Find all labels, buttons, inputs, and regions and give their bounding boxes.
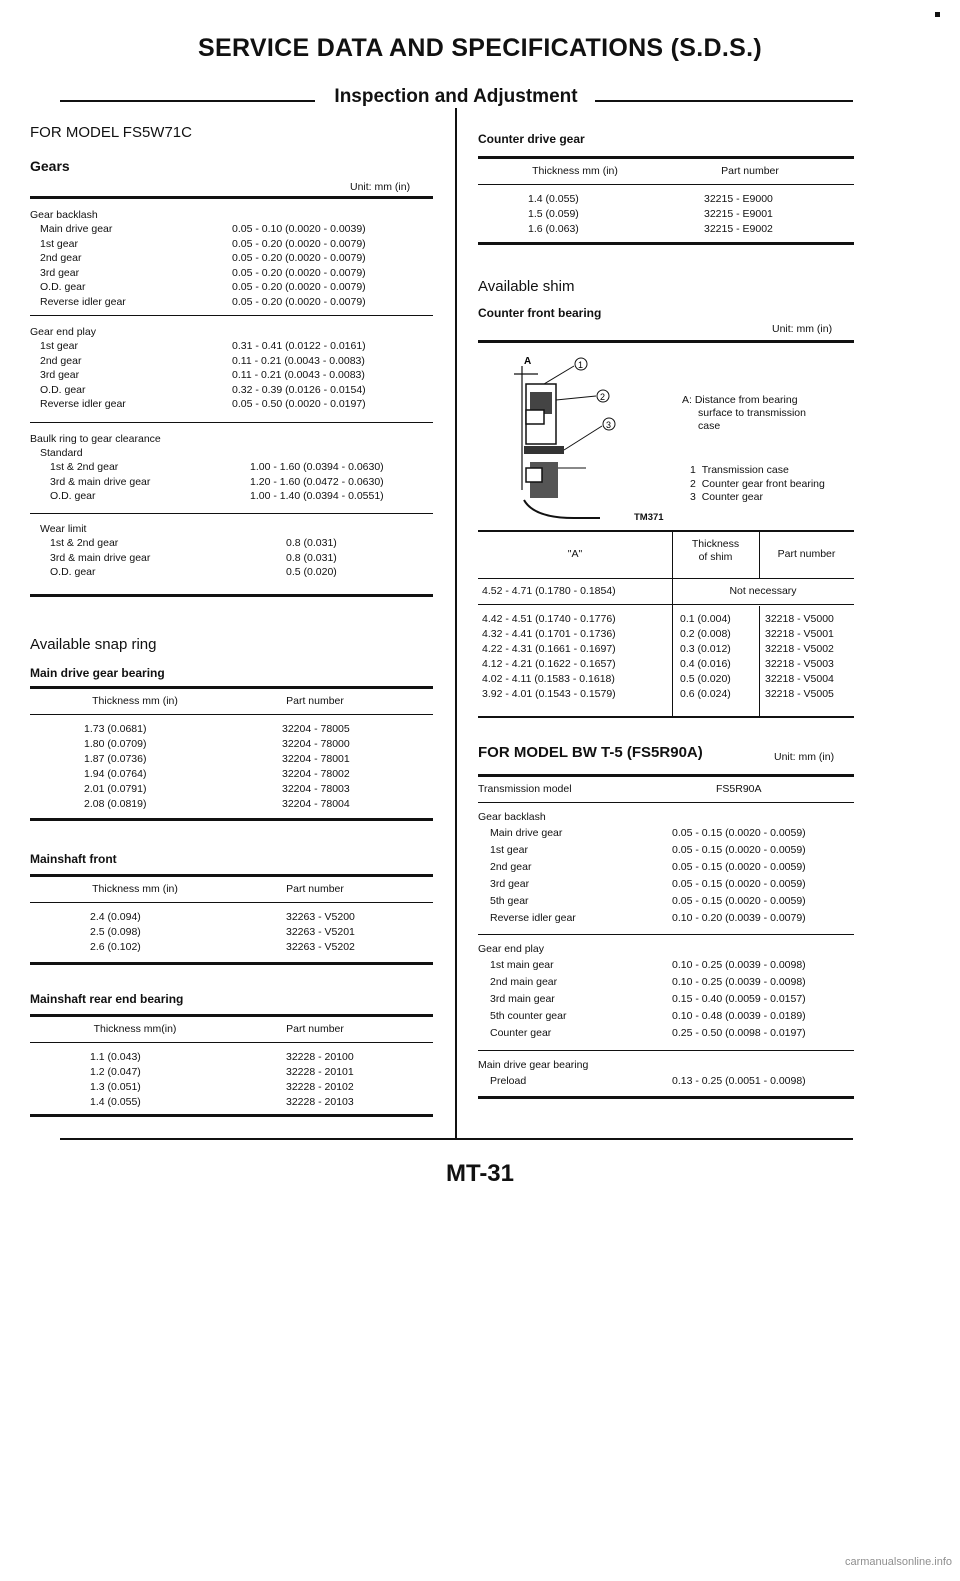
rule [30,1042,433,1043]
endplay-name: Counter gear [490,1027,552,1039]
table-cell: 32204 - 78001 [282,753,350,765]
rule [478,340,854,343]
note-line: surface to transmission [698,407,806,419]
col-thickness-line: of shim [698,551,733,563]
corner-mark [935,12,940,17]
rule [478,802,854,803]
backlash-value: 0.05 - 0.15 (0.0020 - 0.0059) [672,844,806,856]
table-cell: 32215 - E9002 [704,223,773,235]
col-part-number: Part number [721,165,779,177]
section-subtitle: Inspection and Adjustment [334,86,578,107]
table-cell: 32218 - V5005 [765,688,834,700]
table-cell: 0.1 (0.004) [680,613,731,625]
backlash-label: Gear backlash [30,209,98,221]
counter-gear-race-shape [526,468,542,482]
wear-names [50,536,150,580]
table-cell: 2.5 (0.098) [90,926,141,938]
table-cell: 32204 - 78003 [282,783,350,795]
wear-name: 1st & 2nd gear [50,537,119,549]
table-cell: 4.22 - 4.31 (0.1661 - 0.1697) [482,643,616,655]
available-shim-heading: Available shim [478,278,575,295]
table-cell: 32228 - 20101 [286,1066,354,1078]
rule [478,242,854,245]
table-cell: 32228 - 20103 [286,1096,354,1108]
table-vline [759,606,760,716]
endplay-name: 1st main gear [490,959,554,971]
backlash-name: 3rd gear [40,266,80,279]
table-cell: 1.87 (0.0736) [84,753,147,765]
page-number: MT-31 [445,1160,514,1187]
table-cell: 4.42 - 4.51 (0.1740 - 0.1776) [482,613,616,625]
baulk-label: Baulk ring to gear clearance [30,433,161,445]
watermark: carmanualsonline.info [844,1556,952,1568]
figure-code: TM371 [634,512,664,523]
backlash-name: 1st gear [490,844,528,856]
main-drive-thickness-col [84,722,146,812]
callout-leader [564,426,602,450]
bwt5-bearing-name: Preload [490,1075,527,1087]
bearing-race-shape [526,410,544,424]
backlash-values [232,222,366,310]
backlash-value: 0.05 - 0.15 (0.0020 - 0.0059) [672,895,806,907]
subtitle-rule-right [595,100,853,102]
section-subtitle-bar [60,86,853,110]
table-cell: 32204 - 78005 [282,723,350,735]
bwt5-bearing-value: 0.13 - 0.25 (0.0051 - 0.0098) [672,1075,806,1087]
shim-a-col [482,612,616,702]
endplay-value: 0.10 - 0.48 (0.0039 - 0.0189) [672,1010,806,1022]
rule [30,1114,433,1117]
table-cell: 4.12 - 4.21 (0.1622 - 0.1657) [482,658,616,670]
backlash-name: Main drive gear [40,223,113,235]
gears-bottom-rule [30,594,433,597]
backlash-name: 2nd gear [490,861,532,873]
backlash-value: 0.05 - 0.10 (0.0020 - 0.0039) [232,223,366,235]
rule [30,818,433,821]
note-line: A: Distance from bearing [682,394,798,406]
callout-leader [556,396,596,400]
gears-top-rule [30,196,433,199]
col-thickness-line: Thickness [691,538,740,550]
endplay-label: Gear end play [30,326,96,338]
backlash-name: 3rd gear [490,878,530,890]
backlash-value: 0.05 - 0.15 (0.0020 - 0.0059) [672,878,806,890]
callout-1: 1 [578,360,584,370]
shim-thickness-col [680,612,731,702]
col-part-number: Part number [286,695,344,707]
row0-a: 4.52 - 4.71 (0.1780 - 0.1854) [482,585,616,597]
baulk-name: 3rd & main drive gear [50,475,151,488]
table-cell: 0.2 (0.008) [680,628,731,640]
wear-name: O.D. gear [50,566,96,579]
note-line: case [698,420,721,432]
column-divider [455,108,457,1138]
rule [478,530,854,532]
main-drive-bearing-heading: Main drive gear bearing [30,666,165,680]
endplay-name: 5th counter gear [490,1010,567,1022]
baulk-values [250,460,384,504]
rule [478,604,854,605]
callout-leader [544,366,574,384]
counter-drive-part-col [704,192,773,237]
mainshaft-front-thickness-col [90,910,141,955]
page-title: SERVICE DATA AND SPECIFICATIONS (S.D.S.) [198,34,762,62]
mainshaft-rear-part-col [286,1050,354,1110]
bearing-diagram [504,350,684,530]
col-thickness: Thickness mm (in) [92,695,178,707]
shim-part-col [765,612,834,702]
rule [478,156,854,159]
endplay-name: 2nd gear [40,354,82,367]
wear-label: Wear limit [40,523,87,535]
endplay-value: 0.15 - 0.40 (0.0059 - 0.0157) [672,993,806,1005]
footer-rule [60,1138,853,1140]
table-cell: 1.5 (0.059) [528,208,579,220]
subtitle-rule-left [60,100,315,102]
bwt5-endplay-values [672,957,806,1042]
table-cell: 1.73 (0.0681) [84,723,147,735]
rule [30,902,433,903]
bwt5-backlash-values [672,825,806,927]
trans-model-label: Transmission model [478,783,572,795]
backlash-value: 0.05 - 0.20 (0.0020 - 0.0079) [232,266,366,279]
table-cell: 32218 - V5000 [765,613,834,625]
table-cell: 0.4 (0.016) [680,658,731,670]
shim-unit: Unit: mm (in) [772,323,833,335]
backlash-value: 0.05 - 0.15 (0.0020 - 0.0059) [672,827,806,839]
endplay-name: 2nd main gear [490,976,558,988]
table-cell: 0.6 (0.024) [680,688,731,700]
backlash-name: Reverse idler gear [40,295,126,308]
endplay-name: O.D. gear [40,383,86,396]
wear-value: 0.8 (0.031) [286,551,337,564]
rule [30,513,433,514]
counter-front-bearing-heading: Counter front bearing [478,306,602,320]
counter-drive-heading: Counter drive gear [478,132,585,146]
trans-model-value: FS5R90A [716,783,762,795]
table-cell: 32204 - 78002 [282,768,350,780]
wear-value: 0.5 (0.020) [286,566,337,579]
endplay-value: 0.11 - 0.21 (0.0043 - 0.0083) [232,369,365,382]
endplay-value: 0.10 - 0.25 (0.0039 - 0.0098) [672,959,806,971]
bwt5-backlash-label: Gear backlash [478,811,546,823]
col-part-number: Part number [286,883,344,895]
endplay-value: 0.10 - 0.25 (0.0039 - 0.0098) [672,976,806,988]
table-cell: 1.3 (0.051) [90,1081,141,1093]
table-cell: 2.08 (0.0819) [84,798,147,810]
table-cell: 32215 - E9001 [704,208,773,220]
baulk-value: 1.00 - 1.40 (0.0394 - 0.0551) [250,490,384,503]
figure-legend [690,464,825,505]
mainshaft-front-part-col [286,910,355,955]
table-cell: 32218 - V5004 [765,673,834,685]
rule [30,422,433,423]
gears-unit: Unit: mm (in) [350,181,411,193]
rule [478,1050,854,1051]
table-cell: 32218 - V5003 [765,658,834,670]
bwt5-heading: FOR MODEL BW T-5 (FS5R90A) [478,744,703,761]
rule [30,686,433,689]
table-cell: 32204 - 78000 [282,738,350,750]
model-heading: FOR MODEL FS5W71C [30,124,192,141]
bwt5-bearing-label: Main drive gear bearing [478,1059,589,1071]
shaft-outline [524,500,600,518]
main-drive-part-col [282,722,350,812]
endplay-name: 3rd main gear [490,993,555,1005]
backlash-names [40,222,126,310]
counter-drive-thickness-col [528,192,579,237]
table-cell: 1.4 (0.055) [90,1096,141,1108]
table-cell: 1.1 (0.043) [90,1051,141,1063]
mainshaft-rear-heading: Mainshaft rear end bearing [30,992,184,1006]
table-cell: 1.94 (0.0764) [84,768,147,780]
col-part-number: Part number [777,548,836,560]
rule [30,874,433,877]
endplay-value: 0.31 - 0.41 (0.0122 - 0.0161) [232,340,366,352]
backlash-name: Reverse idler gear [490,912,576,924]
backlash-name: 5th gear [490,895,529,907]
table-cell: 32218 - V5002 [765,643,834,655]
backlash-value: 0.05 - 0.20 (0.0020 - 0.0079) [232,295,366,308]
table-cell: 2.01 (0.0791) [84,783,147,795]
table-cell: 32228 - 20102 [286,1081,354,1093]
legend-item: 1 Transmission case [690,464,789,476]
col-thickness: Thickness mm (in) [532,165,618,177]
legend-item: 3 Counter gear [690,491,763,503]
table-cell: 1.2 (0.047) [90,1066,141,1078]
table-cell: 32263 - V5200 [286,911,355,923]
rule [30,714,433,715]
diagram-label-a: A [524,356,532,367]
table-cell: 32204 - 78004 [282,798,350,810]
backlash-value: 0.05 - 0.20 (0.0020 - 0.0079) [232,237,366,250]
case-wall-shape [524,446,564,454]
figure-note [682,394,806,433]
baulk-name: O.D. gear [50,490,96,503]
bwt5-backlash-names [490,825,576,927]
endplay-value: 0.11 - 0.21 (0.0043 - 0.0083) [232,354,365,367]
table-cell: 32263 - V5202 [286,941,355,953]
table-cell: 3.92 - 4.01 (0.1543 - 0.1579) [482,688,616,700]
col-part-number: Part number [286,1023,344,1035]
backlash-value: 0.05 - 0.15 (0.0020 - 0.0059) [672,861,806,873]
col-a: "A" [567,548,583,560]
legend-item: 2 Counter gear front bearing [690,477,825,490]
wear-value: 0.8 (0.031) [286,537,337,549]
table-cell: 1.4 (0.055) [528,193,579,205]
backlash-name: 1st gear [40,237,78,250]
table-cell: 2.6 (0.102) [90,941,141,953]
table-cell: 2.4 (0.094) [90,911,141,923]
wear-values [286,536,337,580]
backlash-name: O.D. gear [40,281,86,294]
bwt5-unit: Unit: mm (in) [774,751,835,763]
endplay-names [40,339,126,412]
table-cell: 1.80 (0.0709) [84,738,147,750]
rule [30,962,433,965]
endplay-name: 1st gear [40,340,78,352]
baulk-names [50,460,150,504]
rule [478,716,854,718]
table-cell: 32215 - E9000 [704,193,773,205]
baulk-value: 1.00 - 1.60 (0.0394 - 0.0630) [250,461,384,473]
endplay-name: Reverse idler gear [40,398,126,411]
backlash-value: 0.10 - 0.20 (0.0039 - 0.0079) [672,912,806,924]
mainshaft-front-heading: Mainshaft front [30,852,117,866]
baulk-standard-label: Standard [40,447,83,459]
snap-ring-heading: Available snap ring [30,636,157,653]
rule [478,774,854,777]
endplay-values [232,339,366,412]
table-cell: 32228 - 20100 [286,1051,354,1063]
table-cell: 32263 - V5201 [286,926,355,938]
endplay-value: 0.32 - 0.39 (0.0126 - 0.0154) [232,383,366,396]
mainshaft-rear-thickness-col [90,1050,141,1110]
col-thickness: Thickness mm(in) [93,1023,177,1035]
row0-note: Not necessary [729,585,797,597]
bwt5-endplay-names [490,957,566,1042]
backlash-name: 2nd gear [40,252,82,265]
gears-heading: Gears [30,158,70,174]
backlash-value: 0.05 - 0.20 (0.0020 - 0.0079) [232,252,366,265]
rule [30,315,433,316]
baulk-name: 1st & 2nd gear [50,461,119,473]
table-cell: 32218 - V5001 [765,628,834,640]
callout-2: 2 [600,392,606,402]
rule [30,1014,433,1017]
endplay-name: 3rd gear [40,369,80,382]
table-cell: 1.6 (0.063) [528,223,579,235]
rule [478,934,854,935]
callout-3: 3 [606,420,612,430]
table-cell: 4.32 - 4.41 (0.1701 - 0.1736) [482,628,616,640]
endplay-value: 0.05 - 0.50 (0.0020 - 0.0197) [232,398,366,411]
table-cell: 0.5 (0.020) [680,673,731,685]
bwt5-endplay-label: Gear end play [478,943,544,955]
col-thickness-of-shim [672,538,759,564]
rule [478,184,854,185]
wear-name: 3rd & main drive gear [50,551,151,564]
table-cell: 0.3 (0.012) [680,643,731,655]
endplay-value: 0.25 - 0.50 (0.0098 - 0.0197) [672,1027,806,1039]
backlash-value: 0.05 - 0.20 (0.0020 - 0.0079) [232,281,366,294]
rule [478,1096,854,1099]
backlash-name: Main drive gear [490,827,563,839]
rule [478,578,854,579]
col-thickness: Thickness mm (in) [92,883,178,895]
baulk-value: 1.20 - 1.60 (0.0472 - 0.0630) [250,475,384,488]
table-cell: 4.02 - 4.11 (0.1583 - 0.1618) [482,673,615,685]
